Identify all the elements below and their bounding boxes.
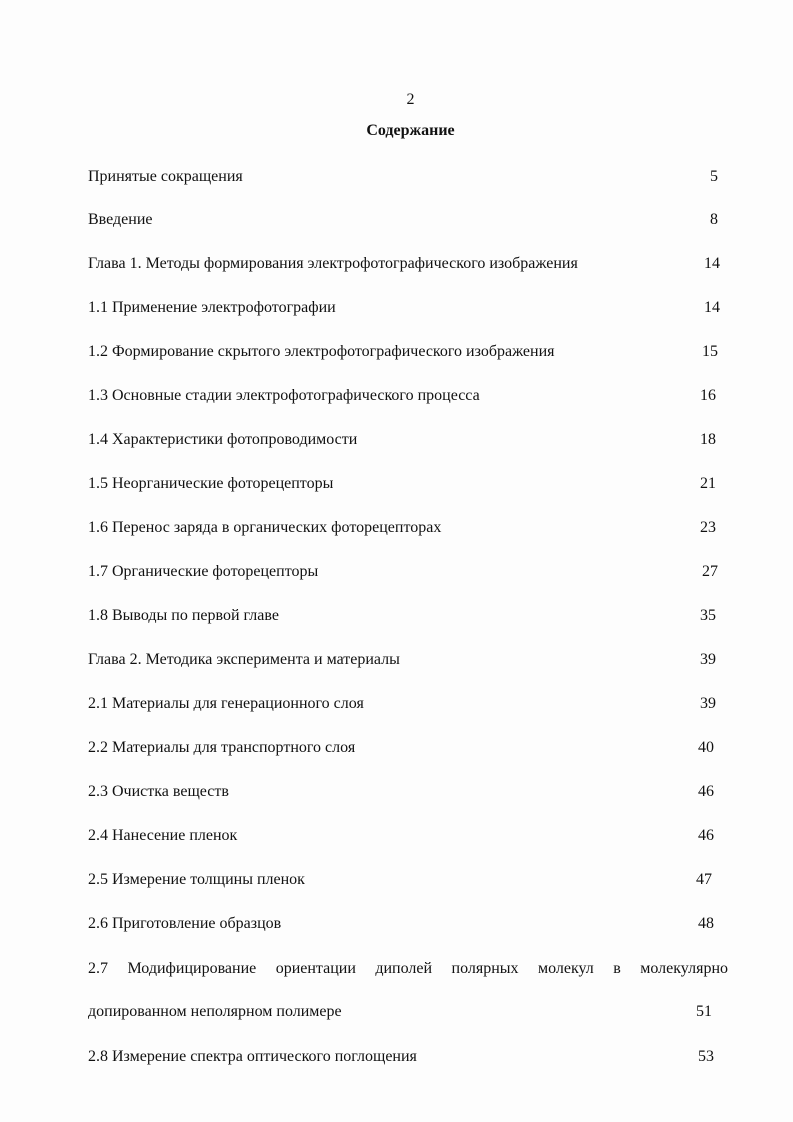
toc-entry [88,165,720,189]
toc-entry-label: 2.8 Измерение спектра оптического поглощения [88,1048,417,1065]
toc-entry-label: 2.7 Модифицирование ориентации диполей полярных молекул в молекулярно [88,960,728,977]
toc-entry [88,648,720,672]
toc-entry-page: 14 [704,299,720,316]
toc-entry [88,428,720,452]
toc-entry-page: 40 [698,739,714,756]
toc-entry-label: 1.3 Основные стадии электрофотографического процесса [88,387,480,404]
toc-entry [88,780,720,804]
toc-entry-label: 2.5 Измерение толщины пленок [88,871,305,888]
toc-entry [88,340,720,364]
toc-entry-page: 46 [698,783,714,800]
toc-entry-page: 47 [696,871,712,888]
toc-entry [88,604,720,628]
toc-entry-page: 5 [710,168,718,185]
toc-entry-label: Глава 2. Методика эксперимента и материалы [88,651,400,668]
toc-entry-label: 2.1 Материалы для генерационного слоя [88,695,364,712]
toc-entry [88,560,720,584]
toc-entry-page: 46 [698,827,714,844]
toc-entry [88,252,720,276]
toc-entry-page: 53 [698,1048,714,1065]
toc-entry-label: 2.2 Материалы для транспортного слоя [88,739,356,756]
page-number: 2 [406,91,415,108]
toc-entry-label: Глава 1. Методы формирования электрофотографического изображения [88,255,578,272]
toc-entry [88,516,720,540]
toc-entry [88,472,720,496]
toc-entry [88,384,720,408]
toc-entry-label: 1.6 Перенос заряда в органических фоторецепторах [88,519,442,536]
toc-entry-label: 2.3 Очистка веществ [88,783,229,800]
toc-entry-label: 2.6 Приготовление образцов [88,915,282,932]
toc-entry [88,692,720,716]
toc-entry-page: 16 [700,387,716,404]
toc-entry-page: 35 [700,607,716,624]
toc-entry-page: 15 [702,343,718,360]
toc-entry [88,296,720,320]
toc-entry-label: 1.7 Органические фоторецепторы [88,563,319,580]
toc-entry-line-1 [88,957,728,981]
toc-entry [88,736,720,760]
toc-entry-label-continued: допированном неполярном полимере [88,1003,342,1020]
toc-entry-page: 48 [698,915,714,932]
toc-title: Содержание [366,122,455,139]
toc-entry [88,868,720,892]
toc-entry-label: 1.5 Неорганические фоторецепторы [88,475,334,492]
toc-entry-page: 18 [700,431,716,448]
toc-entry [88,824,720,848]
toc-entry [88,1045,720,1069]
toc-entry-page: 8 [710,211,718,228]
toc-entry-page: 51 [696,1003,712,1020]
toc-entry [88,208,720,232]
toc-entry-label: 1.8 Выводы по первой главе [88,607,279,624]
toc-entry-page: 14 [704,255,720,272]
toc-entry-page: 23 [700,519,716,536]
toc-entry-page: 27 [702,563,718,580]
toc-entry-page: 39 [700,695,716,712]
toc-entry-label: 2.4 Нанесение пленок [88,827,238,844]
toc-entry [88,912,720,936]
toc-entry-page: 39 [700,651,716,668]
toc-entry-label: Введение [88,211,153,228]
toc-entry-label: 1.1 Применение электрофотографии [88,299,336,316]
toc-entry-page: 21 [700,475,716,492]
toc-entry-label: Принятые сокращения [88,168,243,185]
toc-entry-label: 1.2 Формирование скрытого электрофотографического изображения [88,343,555,360]
toc-entry-label: 1.4 Характеристики фотопроводимости [88,431,358,448]
toc-entry [88,1000,720,1024]
